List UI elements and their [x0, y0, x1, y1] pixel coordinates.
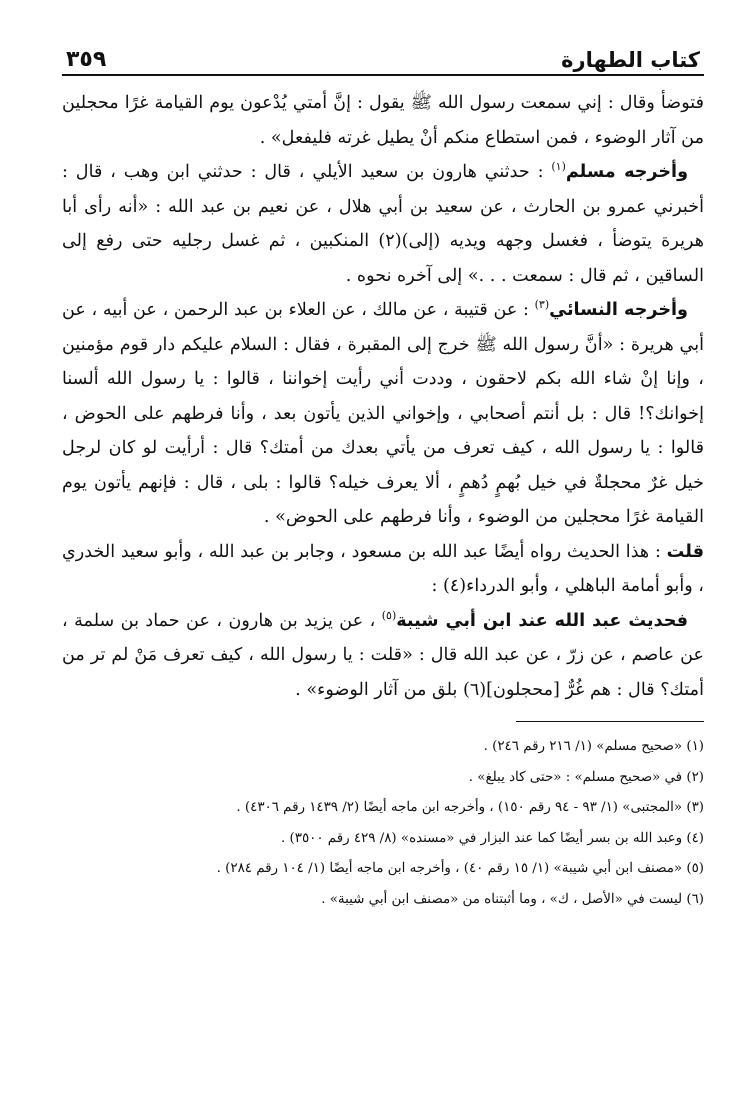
- paragraph: [62, 86, 704, 155]
- footnote-ref: (٥): [381, 608, 397, 622]
- paragraph-text: فتوضأ وقال : إني سمعت رسول الله ﷺ يقول : إنَّ أمتي يُدْعون يوم القيامة غرًا محجلين من آثار الوضوء ، فمن استطاع منكم أنْ يطيل غرته فليفعل» .: [62, 93, 704, 148]
- page-number: ٣٥٩: [66, 47, 107, 72]
- footnote: (٥) «مصنف ابن أبي شيبة» (١/ ١٥ رقم ٤٠) ، وأخرجه ابن ماجه أيضًا (١/ ١٠٤ رقم ٢٨٤) .: [216, 861, 704, 877]
- footnote-ref: (١): [551, 160, 566, 174]
- footnote: (٣) «المجتبى» (١/ ٩٣ - ٩٤ رقم ١٥٠) ، وأخرجه ابن ماجه أيضًا (٢/ ١٤٣٩ رقم ٤٣٠٦) .: [236, 800, 704, 816]
- footnotes: [62, 732, 704, 916]
- paragraph-text: : حدثني هارون بن سعيد الأيلي ، قال : حدثني ابن وهب ، قال : أخبرني عمرو بن الحارث ، عن سعيد بن أبي هلال ، عن نعيم بن عبد الله : «أنه رأى أبا هريرة يتوضأ ، فغسل وجهه ويديه (إلى)(٢) المنكبين ، ثم غسل رجليه حتى رفع إلى الساقين ، ثم قال : سمعت . . .» إلى آخره نحوه .: [62, 162, 704, 286]
- footnote: (٤) وعبد الله بن بسر أيضًا كما عند البزار في «مسنده» (٨/ ٤٢٩ رقم ٣٥٠٠) .: [281, 830, 704, 846]
- book-page: [62, 28, 704, 1088]
- paragraph: [62, 155, 704, 293]
- chapter-title: كتاب الطهارة: [561, 48, 700, 72]
- main-text: [62, 86, 704, 707]
- paragraph-lead: وأخرجه النسائي: [549, 300, 688, 320]
- paragraph-lead: وأخرجه مسلم: [565, 162, 689, 182]
- page-header: [62, 28, 704, 76]
- paragraph: [62, 604, 704, 708]
- paragraph-lead: قلت: [666, 541, 704, 562]
- footnote-ref: (٣): [534, 298, 550, 312]
- footnote: (٢) في «صحيح مسلم» : «حتى كاد يبلغ» .: [468, 769, 704, 785]
- paragraph: [62, 293, 704, 535]
- paragraph: [62, 535, 704, 604]
- footnote: (١) «صحيح مسلم» (١/ ٢١٦ رقم ٢٤٦) .: [483, 739, 704, 754]
- footnote: (٦) ليست في «الأصل ، ك» ، وما أثبتناه من «مصنف ابن أبي شيبة» .: [321, 891, 704, 907]
- paragraph-text: : هذا الحديث رواه أيضًا عبد الله بن مسعود ، وجابر بن عبد الله ، وأبو سعيد الخدري ، وأبو أمامة الباهلي ، وأبو الدرداء(٤) :: [62, 541, 704, 596]
- paragraph-text: : عن قتيبة ، عن مالك ، عن العلاء بن عبد الرحمن ، عن أبيه ، عن أبي هريرة : «أنَّ رسول الله ﷺ خرج إلى المقبرة ، فقال : السلام عليكم دار قوم مؤمنين ، وإنا إنْ شاء الله بكم لاحقون ، وددت أني رأيت إخواننا ، قالوا : يا رسول الله ألسنا إخوانك؟! قال : بل أنتم أصحابي ، وإخواني الذين يأتون بعد ، وأنا فرطهم على الحوض ، قالوا : يا رسول الله ، كيف تعرف من يأتي بعدك من أمتك؟ قال : أرأيت لو كان لرجل خيل غرٌ محجلةٌ في خيل بُهمٍ دُهمٍ ، ألا يعرف خيله؟ قالوا : بلى ، قال : فإنهم يأتون يوم القيامة غرًا محجلين من الوضوء ، وأنا فرطهم على الحوض» .: [62, 300, 704, 527]
- paragraph-lead: فحديث عبد الله عند ابن أبي شيبة: [396, 610, 688, 631]
- paragraph-text: ، عن يزيد بن هارون ، عن حماد بن سلمة ، عن عاصم ، عن زرّ ، عن عبد الله قال : «قلت : يا رسول الله ، كيف تعرف مَنْ لم تر من أمتك؟ قال : هم غُرٌّ [محجلون](٦) بلق من آثار الوضوء» .: [62, 610, 704, 700]
- footnote-divider: [516, 721, 704, 722]
